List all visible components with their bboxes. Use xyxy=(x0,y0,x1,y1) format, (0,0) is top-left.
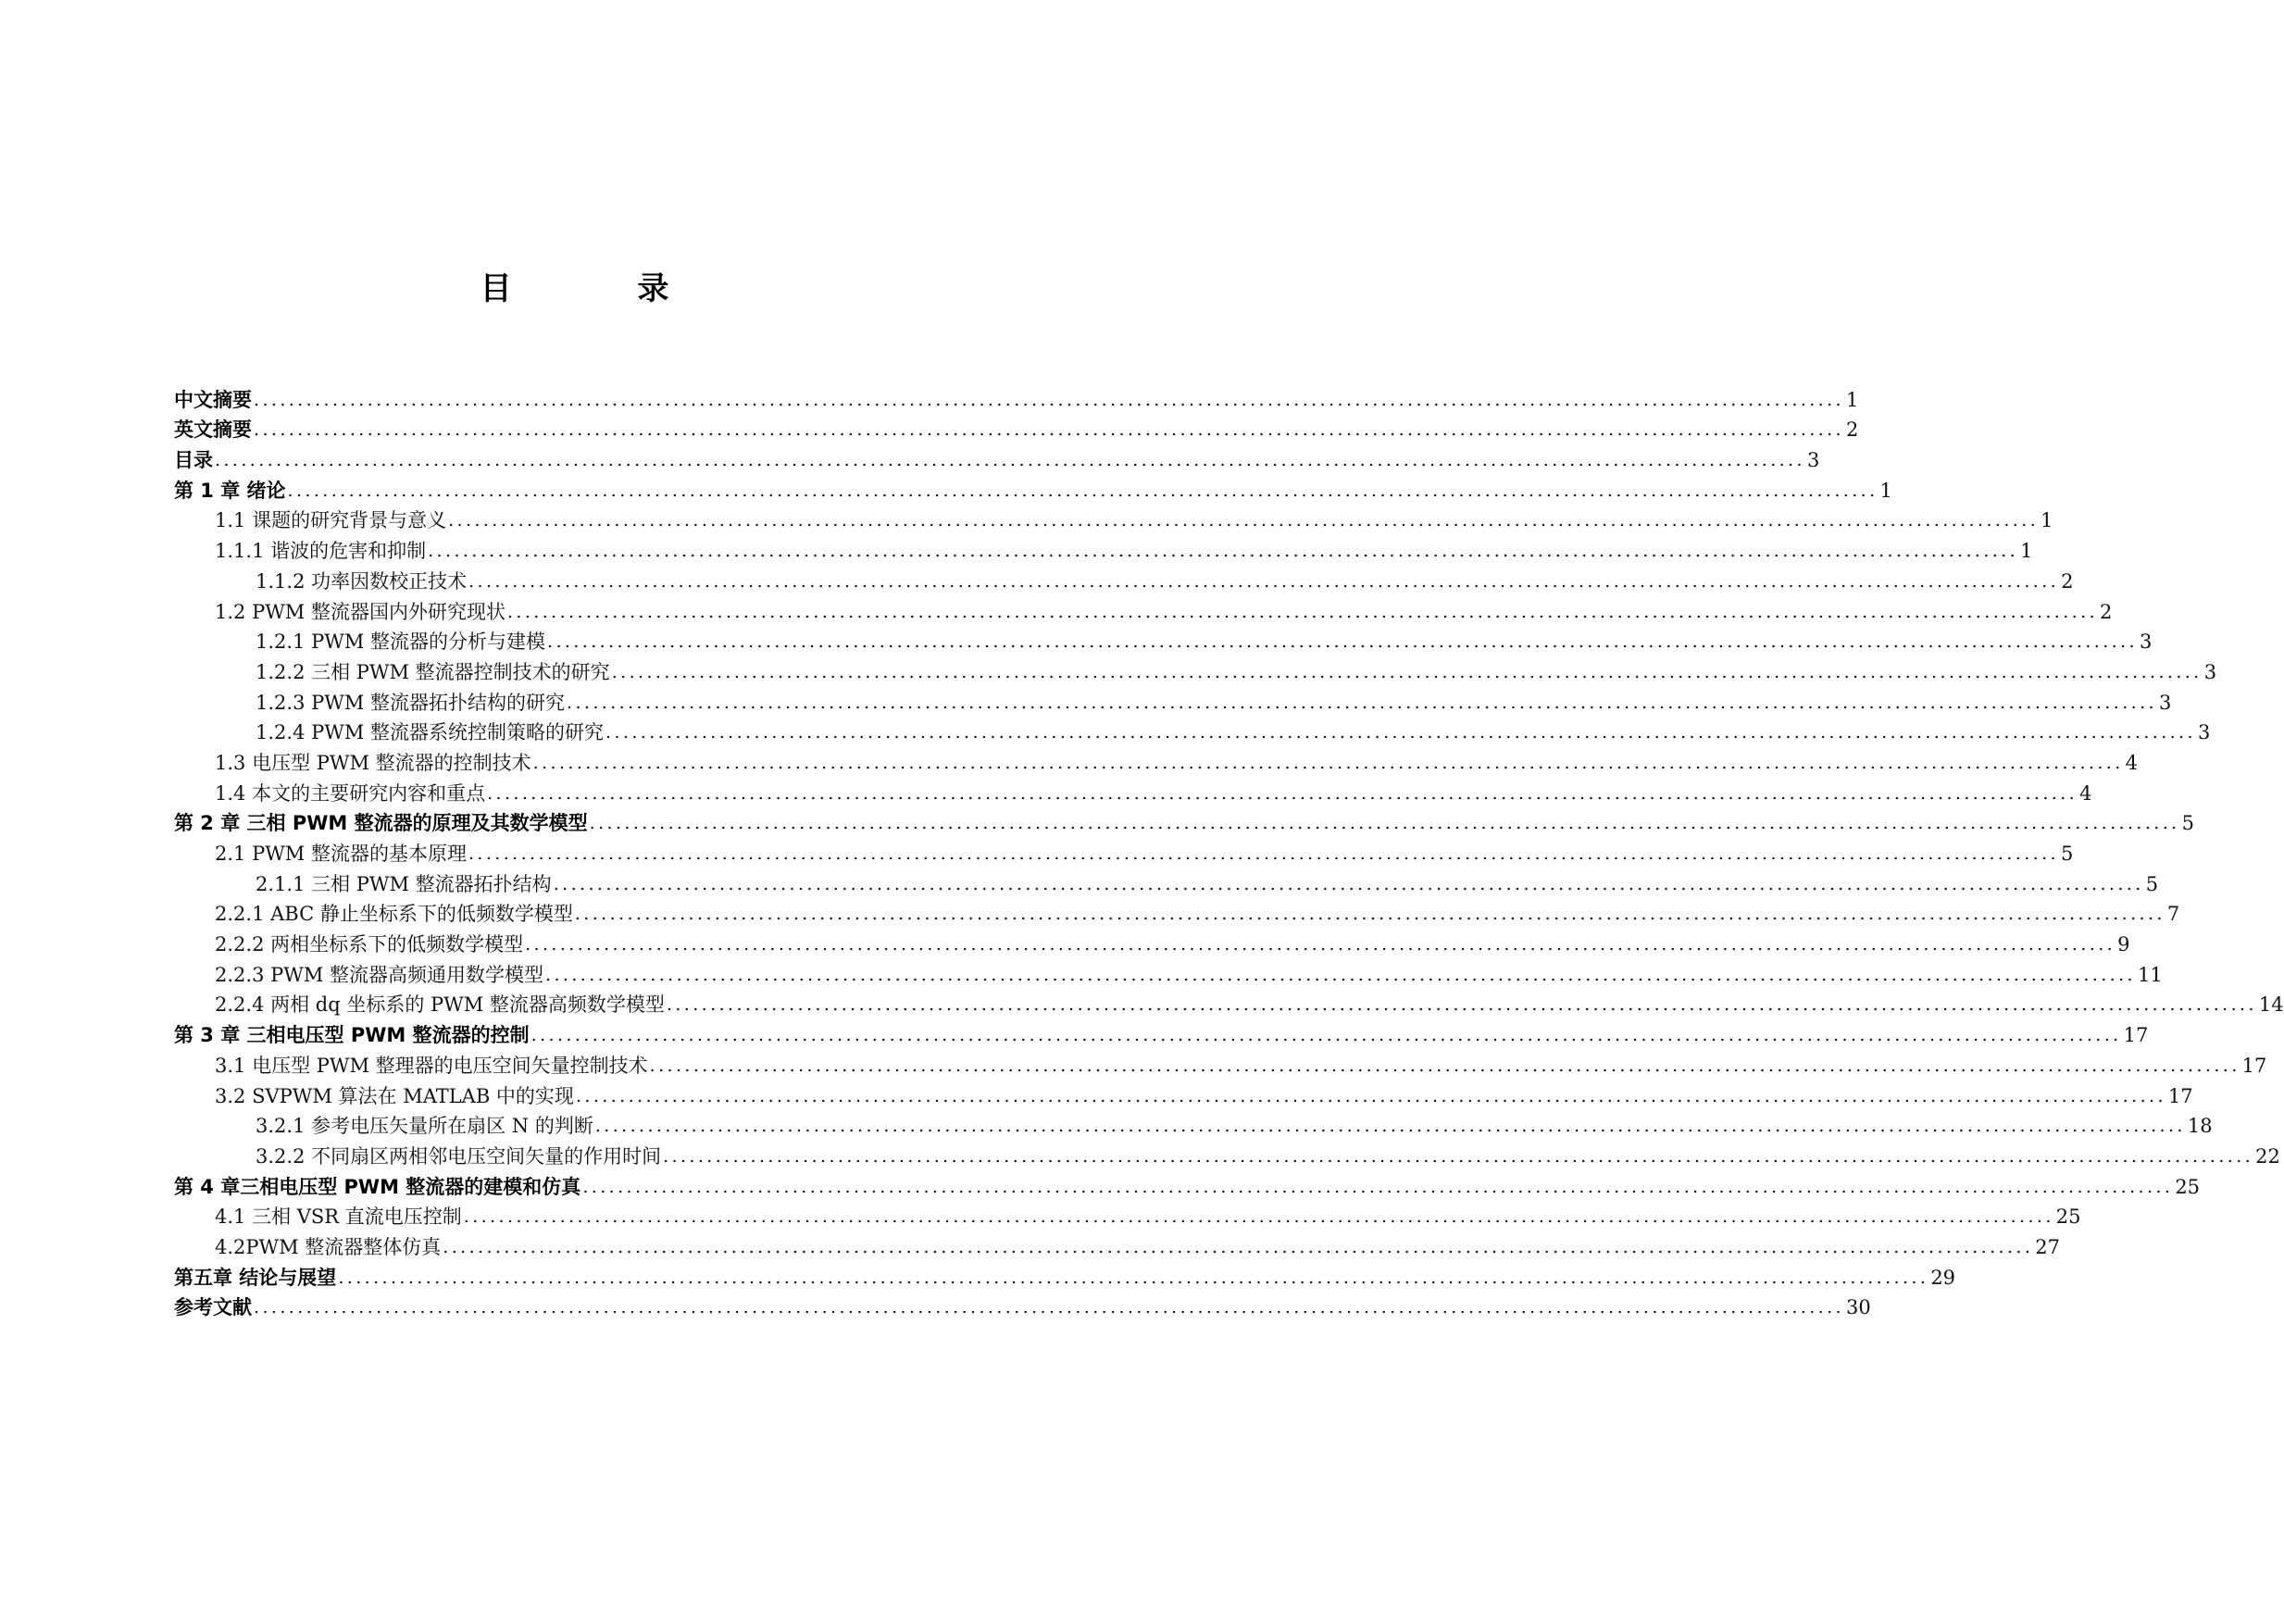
toc-entry-label: 第 4 章三相电压型 PWM 整流器的建模和仿真 xyxy=(174,1175,581,1198)
toc-dot-leader: ...................................................................................................................................................................................... xyxy=(506,601,2098,622)
toc-entry-page-number: 2 xyxy=(2099,600,2113,623)
toc-entry-page-number: 3 xyxy=(2159,691,2172,714)
toc-entry-label: 3.2.1 参考电压矢量所在扇区 N 的判断 xyxy=(256,1115,593,1138)
toc-entry xyxy=(174,564,2074,594)
toc-entry-page-number: 3 xyxy=(1807,449,1820,472)
toc-entry-page-number: 5 xyxy=(2145,872,2159,895)
toc-entry-page-number: 3 xyxy=(2198,721,2211,744)
toc-entry xyxy=(174,625,2153,656)
toc-dot-leader: ...................................................................................................................................................................................... xyxy=(575,1085,2166,1106)
toc-entry-label: 3.2 SVPWM 算法在 MATLAB 中的实现 xyxy=(215,1084,574,1107)
toc-entry-page-number: 17 xyxy=(2167,1084,2193,1107)
toc-entry-page-number: 9 xyxy=(2117,933,2130,956)
toc-entry xyxy=(174,897,2180,928)
toc-entry-page-number: 1 xyxy=(1846,388,1859,411)
toc-entry xyxy=(174,806,2194,837)
toc-entry-page-number: 22 xyxy=(2255,1144,2280,1168)
toc-entry-label: 2.2.1 ABC 静止坐标系下的低频数学模型 xyxy=(215,903,573,926)
toc-entry-page-number: 14 xyxy=(2258,993,2284,1017)
toc-dot-leader: ...................................................................................................................................................................................... xyxy=(463,1206,2054,1228)
toc-entry xyxy=(174,1260,1956,1291)
toc-dot-leader: ...................................................................................................................................................................................... xyxy=(487,782,2078,804)
toc-entry-page-number: 2 xyxy=(1846,418,1859,442)
toc-entry-label: 1.2 PWM 整流器国内外研究现状 xyxy=(215,600,505,623)
toc-dot-leader: ...................................................................................................................................................................................... xyxy=(567,692,2157,713)
toc-entry-label: 1.4 本文的主要研究内容和重点 xyxy=(215,781,486,805)
toc-entry-label: 3.2.2 不同扇区两相邻电压空间矢量的作用时间 xyxy=(256,1144,662,1168)
toc-entry-page-number: 18 xyxy=(2187,1115,2213,1138)
toc-entry-page-number: 25 xyxy=(2175,1175,2201,1198)
toc-entry xyxy=(174,1139,2280,1169)
toc-entry-page-number: 25 xyxy=(2055,1206,2081,1229)
toc-entry-page-number: 17 xyxy=(2241,1054,2267,1077)
toc-entry-label: 英文摘要 xyxy=(174,418,252,442)
toc-entry-label: 1.2.4 PWM 整流器系统控制策略的研究 xyxy=(256,721,604,744)
toc-entry xyxy=(174,1048,2267,1079)
toc-dot-leader: ...................................................................................................................................................................................... xyxy=(468,570,2060,592)
toc-entry-label: 第五章 结论与展望 xyxy=(174,1266,337,1289)
toc-dot-leader: ...................................................................................................................................................................................... xyxy=(666,994,2257,1016)
toc-dot-leader: ...................................................................................................................................................................................... xyxy=(545,964,2136,985)
toc-entry-page-number: 30 xyxy=(1846,1296,1871,1319)
toc-entry-label: 1.1.1 谐波的危害和抑制 xyxy=(215,540,427,563)
toc-dot-leader: ...................................................................................................................................................................................... xyxy=(663,1145,2254,1167)
toc-entry xyxy=(174,776,2092,806)
toc-dot-leader: ...................................................................................................................................................................................... xyxy=(582,1176,2174,1197)
toc-entry-label: 1.2.3 PWM 整流器拓扑结构的研究 xyxy=(256,691,565,714)
toc-entry-page-number: 1 xyxy=(1879,479,1892,502)
toc-entry-label: 4.1 三相 VSR 直流电压控制 xyxy=(215,1206,462,1229)
toc-entry xyxy=(174,927,2130,957)
toc-dot-leader: ...................................................................................................................................................................................... xyxy=(605,722,2196,743)
toc-entry xyxy=(174,957,2163,988)
toc-entry-label: 第 1 章 绪论 xyxy=(174,479,286,502)
toc-entry-label: 2.1.1 三相 PWM 整流器拓扑结构 xyxy=(256,872,552,895)
toc-entry xyxy=(174,1109,2213,1140)
toc-entry xyxy=(174,685,2172,716)
toc-entry-page-number: 5 xyxy=(2181,812,2194,835)
toc-entry xyxy=(174,1018,2149,1048)
toc-entry-label: 2.2.3 PWM 整流器高频通用数学模型 xyxy=(215,963,543,986)
toc-entry-page-number: 5 xyxy=(2060,843,2074,865)
toc-entry-label: 第 3 章 三相电压型 PWM 整流器的控制 xyxy=(174,1024,530,1047)
toc-entry-label: 1.1 课题的研究背景与意义 xyxy=(215,509,447,532)
toc-dot-leader: ...................................................................................................................................................................................... xyxy=(547,631,2138,653)
toc-entry xyxy=(174,745,2139,776)
toc-entry xyxy=(174,1079,2193,1109)
toc-entry xyxy=(174,1169,2201,1200)
toc-entry xyxy=(174,867,2159,897)
toc-entry-page-number: 1 xyxy=(2041,509,2053,532)
toc-dot-leader: ...................................................................................................................................................................................... xyxy=(443,1236,2034,1257)
toc-dot-leader: ...................................................................................................................................................................................... xyxy=(530,1025,2122,1046)
toc-dot-leader: ...................................................................................................................................................................................... xyxy=(254,419,1844,441)
toc-entry xyxy=(174,836,2074,867)
toc-entry-page-number: 11 xyxy=(2138,963,2163,986)
toc-entry-label: 1.2.2 三相 PWM 整流器控制技术的研究 xyxy=(256,660,610,683)
toc-entry-label: 中文摘要 xyxy=(174,388,252,411)
toc-entry-label: 目录 xyxy=(174,449,213,472)
toc-entry-page-number: 17 xyxy=(2123,1024,2149,1047)
toc-entry xyxy=(174,655,2217,685)
toc-entry xyxy=(174,533,2033,564)
toc-dot-leader: ...................................................................................................................................................................................... xyxy=(525,934,2116,956)
toc-dot-leader: ...................................................................................................................................................................................... xyxy=(448,510,2040,531)
toc-entry xyxy=(174,1291,1871,1321)
toc-entry-label: 3.1 电压型 PWM 整理器的电压空间矢量控制技术 xyxy=(215,1054,648,1077)
page-title: 目 录 xyxy=(480,270,727,307)
toc-dot-leader: ...................................................................................................................................................................................... xyxy=(553,873,2144,894)
toc-entry xyxy=(174,988,2284,1018)
toc-dot-leader: ...................................................................................................................................................................................... xyxy=(254,1297,1844,1318)
toc-entry xyxy=(174,594,2113,625)
toc-dot-leader: ...................................................................................................................................................................................... xyxy=(428,541,2019,562)
toc-entry-label: 1.1.2 功率因数校正技术 xyxy=(256,569,468,593)
toc-entry-label: 2.2.2 两相坐标系下的低频数学模型 xyxy=(215,933,524,956)
toc-dot-leader: ...................................................................................................................................................................................... xyxy=(589,813,2180,834)
toc-entry-label: 2.2.4 两相 dq 坐标系的 PWM 整流器高频数学模型 xyxy=(215,993,665,1017)
toc-entry-label: 4.2PWM 整流器整体仿真 xyxy=(215,1235,442,1258)
toc-dot-leader: ...................................................................................................................................................................................... xyxy=(468,843,2059,864)
toc-entry-page-number: 4 xyxy=(2125,751,2139,774)
toc-dot-leader: ...................................................................................................................................................................................... xyxy=(594,1116,2186,1137)
toc-dot-leader: ...................................................................................................................................................................................... xyxy=(287,480,1878,501)
toc-dot-leader: ...................................................................................................................................................................................... xyxy=(254,389,1844,410)
toc-entry-page-number: 27 xyxy=(2035,1235,2061,1258)
toc-entry-label: 2.1 PWM 整流器的基本原理 xyxy=(215,843,467,865)
toc-dot-leader: ...................................................................................................................................................................................... xyxy=(574,904,2165,925)
toc-dot-leader: ...................................................................................................................................................................................... xyxy=(338,1267,1929,1288)
toc-entry-page-number: 1 xyxy=(2020,540,2033,563)
toc-entry xyxy=(174,1230,2061,1260)
toc-entry-label: 1.2.1 PWM 整流器的分析与建模 xyxy=(256,631,545,654)
toc-entry-page-number: 29 xyxy=(1930,1266,1956,1289)
toc-entry-label: 1.3 电压型 PWM 整流器的控制技术 xyxy=(215,751,531,774)
toc-entry-page-number: 3 xyxy=(2140,631,2153,654)
table-of-contents xyxy=(174,382,2284,1320)
toc-entry xyxy=(174,504,2053,534)
toc-dot-leader: ...................................................................................................................................................................................... xyxy=(532,752,2124,773)
toc-entry-page-number: 4 xyxy=(2079,781,2092,805)
toc-dot-leader: ...................................................................................................................................................................................... xyxy=(611,661,2203,682)
toc-entry-label: 第 2 章 三相 PWM 整流器的原理及其数学模型 xyxy=(174,812,588,835)
toc-dot-leader: ...................................................................................................................................................................................... xyxy=(215,450,1805,471)
toc-entry xyxy=(174,716,2211,746)
toc-entry xyxy=(174,1200,2081,1230)
toc-entry xyxy=(174,382,1859,413)
toc-dot-leader: ...................................................................................................................................................................................... xyxy=(649,1055,2240,1076)
toc-entry-page-number: 7 xyxy=(2166,903,2180,926)
toc-entry xyxy=(174,473,1892,504)
toc-entry xyxy=(174,413,1859,443)
toc-entry-page-number: 2 xyxy=(2061,569,2074,593)
toc-entry xyxy=(174,443,1820,473)
toc-entry-label: 参考文献 xyxy=(174,1296,252,1319)
toc-entry-page-number: 3 xyxy=(2203,660,2217,683)
